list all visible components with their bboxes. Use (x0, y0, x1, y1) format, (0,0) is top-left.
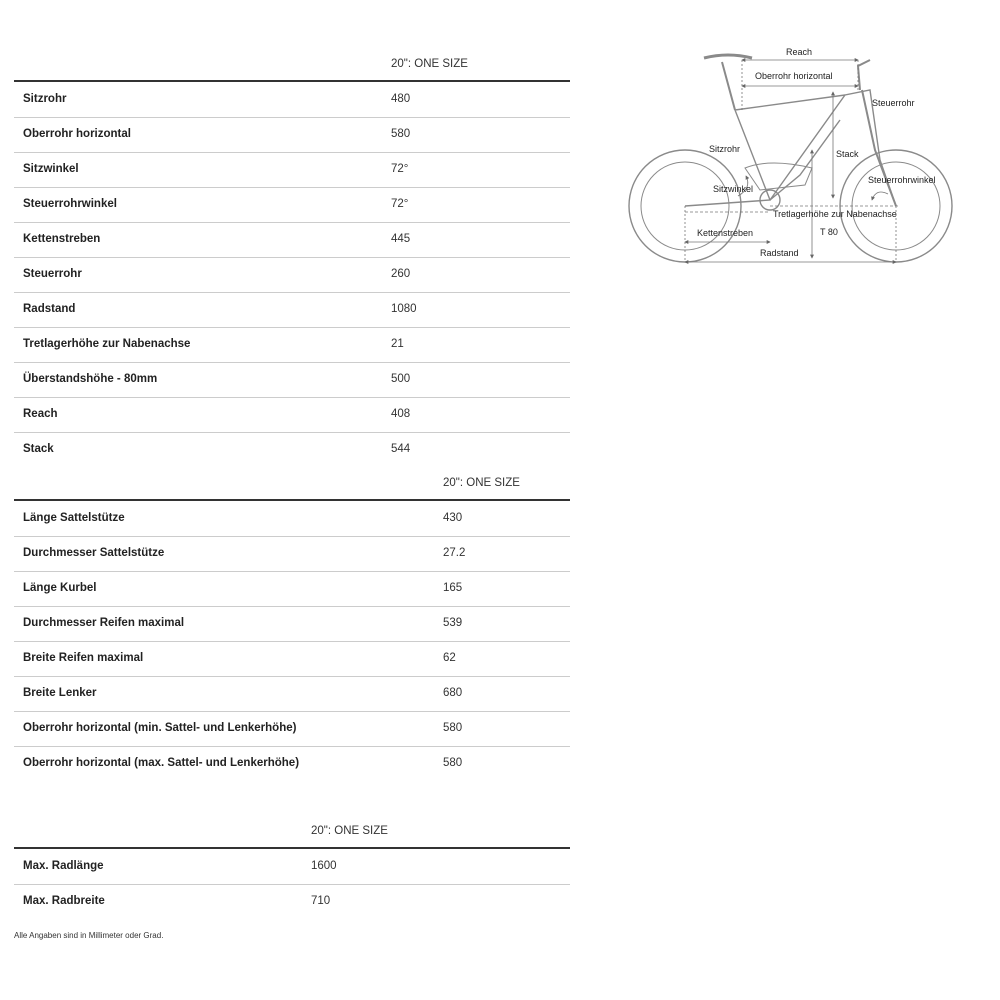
table-row (14, 849, 570, 885)
row-label: Radstand (23, 303, 76, 315)
table-row (14, 746, 570, 781)
row-label: Stack (23, 443, 54, 455)
table-row (14, 187, 570, 223)
row-value: 1600 (311, 860, 337, 872)
row-label: Überstandshöhe - 80mm (23, 373, 158, 385)
row-label: Breite Lenker (23, 687, 97, 699)
table-row (14, 571, 570, 607)
row-value: 72° (391, 163, 409, 175)
row-label: Sitzwinkel (23, 163, 79, 175)
table-row (14, 117, 570, 153)
label-steuerrohrwinkel: Steuerrohrwinkel (868, 175, 936, 185)
row-value: 430 (443, 512, 463, 524)
row-value: 544 (391, 443, 411, 455)
row-label: Steuerrohr (23, 268, 82, 280)
row-value: 580 (391, 128, 411, 140)
table-row (14, 257, 570, 293)
label-radstand: Radstand (760, 248, 799, 258)
row-value: 680 (443, 687, 463, 699)
saddle (704, 55, 752, 58)
row-label: Breite Reifen maximal (23, 652, 144, 664)
row-value: 500 (391, 373, 411, 385)
row-value: 445 (391, 233, 411, 245)
row-value: 710 (311, 895, 331, 907)
row-label: Max. Radlänge (23, 860, 104, 872)
label-kettenstreben: Kettenstreben (697, 228, 754, 238)
handlebar-stem (858, 60, 870, 90)
label-stack: Stack (836, 149, 859, 159)
bike-geometry-diagram (620, 40, 960, 270)
row-value: 408 (391, 408, 411, 420)
row-label: Länge Kurbel (23, 582, 97, 594)
table-row (14, 676, 570, 712)
table-row (14, 501, 570, 537)
row-value: 165 (443, 582, 463, 594)
dimensions-table (14, 822, 570, 922)
row-label: Kettenstreben (23, 233, 101, 245)
table-row (14, 641, 570, 677)
table-row (14, 432, 570, 467)
row-label: Steuerrohrwinkel (23, 198, 117, 210)
motor (745, 163, 812, 190)
table-row (14, 397, 570, 433)
row-value: 1080 (391, 303, 417, 315)
components-table (14, 474, 570, 784)
row-value: 480 (391, 93, 411, 105)
row-value: 580 (443, 722, 463, 734)
table-row (14, 222, 570, 258)
row-value: 27.2 (443, 547, 466, 559)
seatpost (722, 62, 735, 110)
row-value: 62 (443, 652, 456, 664)
table-row (14, 606, 570, 642)
table-row (14, 152, 570, 188)
label-tretlager: Tretlagerhöhe zur Nabenachse (773, 209, 897, 219)
row-value: 72° (391, 198, 409, 210)
row-label: Oberrohr horizontal (max. Sattel- und Lenkerhöhe) (23, 757, 300, 769)
row-label: Durchmesser Sattelstütze (23, 547, 165, 559)
row-value: 260 (391, 268, 411, 280)
footnote: Alle Angaben sind in Millimeter oder Grad. (14, 931, 164, 940)
row-label: Oberrohr horizontal (min. Sattel- und Lenkerhöhe) (23, 722, 297, 734)
label-sitzwinkel: Sitzwinkel (713, 184, 754, 194)
table-row (14, 82, 570, 118)
steuerrohrwinkel-arc (872, 192, 888, 200)
row-label: Durchmesser Reifen maximal (23, 617, 185, 629)
row-label: Länge Sattelstütze (23, 512, 125, 524)
label-reach: Reach (786, 47, 813, 57)
label-t80: T 80 (820, 227, 838, 237)
row-value: 539 (443, 617, 463, 629)
geometry-table (14, 55, 570, 465)
row-label: Oberrohr horizontal (23, 128, 131, 140)
table-row (14, 536, 570, 572)
components-size-header: 20": ONE SIZE (443, 477, 520, 489)
table-row (14, 327, 570, 363)
row-label: Sitzrohr (23, 93, 67, 105)
table-row (14, 362, 570, 398)
label-sitzrohr: Sitzrohr (709, 144, 741, 154)
table-row (14, 884, 570, 919)
label-steuerrohr: Steuerrohr (872, 98, 915, 108)
row-label: Max. Radbreite (23, 895, 105, 907)
row-label: Reach (23, 408, 58, 420)
row-value: 21 (391, 338, 404, 350)
table-row (14, 292, 570, 328)
geometry-size-header: 20": ONE SIZE (391, 58, 468, 70)
table-row (14, 711, 570, 747)
dimensions-size-header: 20": ONE SIZE (311, 825, 388, 837)
label-oberrohr: Oberrohr horizontal (755, 71, 833, 81)
row-value: 580 (443, 757, 463, 769)
row-label: Tretlagerhöhe zur Nabenachse (23, 338, 191, 350)
